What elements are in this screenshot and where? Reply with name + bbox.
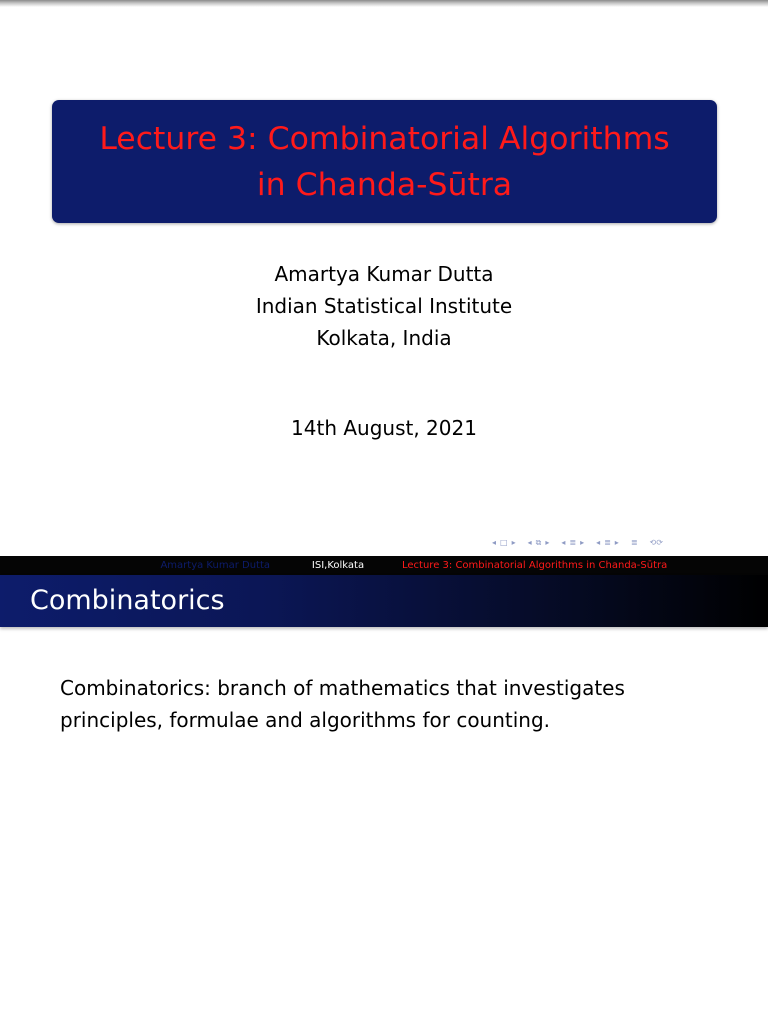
nav-prev-icon[interactable]: ◂ [561, 538, 566, 547]
date: 14th August, 2021 [291, 416, 477, 440]
frame-icon[interactable]: □ [500, 538, 508, 547]
location: Kolkata, India [316, 326, 452, 350]
title-line-2: in Chanda-Sūtra [256, 166, 513, 203]
nav-next-icon[interactable]: ▸ [614, 538, 619, 547]
footer-institute: ISI,Kolkata [311, 560, 365, 571]
slide-body [60, 672, 740, 736]
nav-next-icon[interactable]: ▸ [545, 538, 550, 547]
footer-short-title: Lecture 3: Combinatorial Algorithms in Chanda-Sūtra [402, 560, 668, 571]
section-icon[interactable]: ≣ [604, 538, 611, 547]
nav-prev-icon[interactable]: ◂ [492, 538, 497, 547]
title-line-1: Lecture 3: Combinatorial Algorithms [99, 120, 670, 157]
title-box [52, 100, 717, 223]
nav-next-icon[interactable]: ▸ [580, 538, 585, 547]
institute-name: Indian Statistical Institute [255, 294, 513, 318]
beamer-navigation-bar [492, 536, 764, 550]
slides-icon[interactable]: ⧉ [535, 538, 542, 547]
align-icon[interactable]: ≣ [630, 538, 638, 547]
frame-title-bar [0, 575, 768, 627]
footer-author: Amartya Kumar Dutta [0, 556, 288, 575]
author-name: Amartya Kumar Dutta [274, 262, 494, 286]
nav-prev-icon[interactable]: ◂ [596, 538, 601, 547]
footer-strip [0, 556, 768, 575]
subsection-icon[interactable]: ≣ [569, 538, 577, 547]
nav-next-icon[interactable]: ▸ [511, 538, 516, 547]
frame-title: Combinatorics [30, 585, 225, 616]
body-line-1: Combinatorics: branch of mathematics that investigates [60, 676, 625, 700]
body-line-2: principles, formulae and algorithms for counting. [60, 708, 551, 732]
nav-prev-icon[interactable]: ◂ [527, 538, 532, 547]
search-icon[interactable]: ⟲⟳ [649, 538, 663, 547]
author-block [0, 258, 768, 354]
